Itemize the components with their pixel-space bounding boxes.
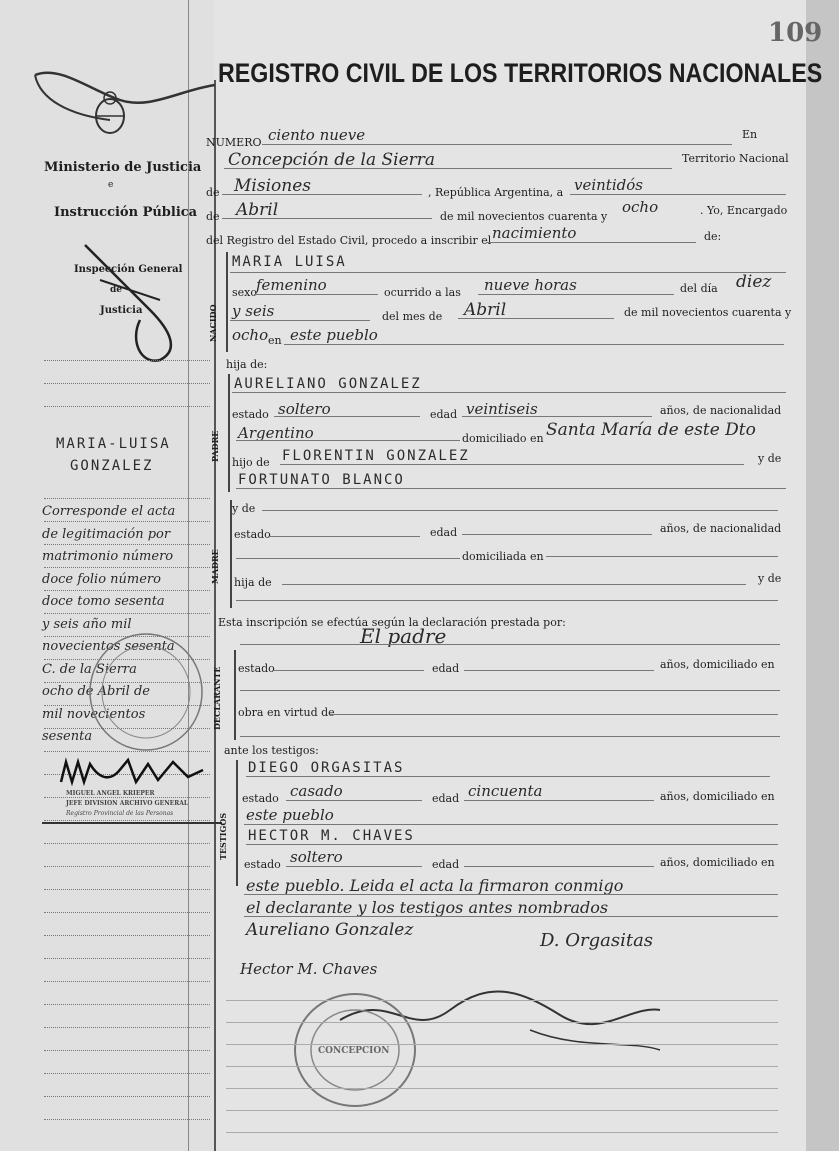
margin-rule [44, 889, 210, 890]
witness2-estado-rule [286, 866, 422, 867]
inspection-label: Inspección General [74, 264, 183, 275]
margin-note-line: y seis año mil [42, 616, 132, 632]
witness1-edad-rule [464, 800, 654, 801]
place-value: Concepción de la Sierra [228, 150, 436, 170]
declarante-brace [234, 650, 236, 740]
margin-note-line: doce folio número [42, 571, 161, 587]
closing-rule-2 [244, 916, 778, 917]
padre-edad-value: veintiseis [466, 400, 538, 418]
margin-note-line: mil novecientos [42, 706, 146, 722]
sexo-rule [254, 294, 378, 295]
margin-rule [44, 1096, 210, 1097]
madre-yde-label: y de [232, 502, 256, 515]
padre-nac-label: años, de nacionalidad [660, 404, 782, 417]
margin-note-line: sesenta [42, 729, 93, 744]
declarante-estado-label: estado [238, 662, 275, 675]
declarante-edad-label: edad [432, 662, 460, 675]
margin-rule [44, 1050, 210, 1051]
padre-yde-label: y de [758, 452, 782, 465]
declarante-intro: Esta inscripción se efectúa según la declaración prestada por: [218, 616, 566, 629]
margin-rule [44, 498, 210, 499]
witness1-dom: este pueblo [246, 806, 334, 824]
margin-stamp-line-3: Registro Provincial de las Personas [66, 810, 174, 817]
margin-note-line: de legitimación por [42, 526, 171, 542]
padre-brace [228, 374, 230, 492]
sexo-value: femenino [256, 276, 327, 294]
folio-number: 109 [768, 18, 823, 48]
margin-divider [42, 822, 222, 824]
act-value: nacimiento [492, 224, 577, 242]
closing-line-2: el declarante y los testigos antes nombrados [246, 898, 609, 917]
padre-mother-rule [236, 488, 786, 489]
blank-rule [226, 1000, 778, 1001]
blank-rule [226, 1022, 778, 1023]
nacido-en-label: en [268, 334, 282, 347]
hija-label: hija de: [226, 358, 268, 371]
margin-rule [44, 843, 210, 844]
witness1-estado: casado [290, 782, 343, 800]
margin-rule [44, 383, 210, 384]
closing-line-1: este pueblo. Leida el acta la firmaron conmigo [246, 876, 624, 895]
witness1-name-rule [246, 776, 770, 777]
numero-value: ciento nueve [268, 126, 366, 144]
madre-dom-label: domiciliada en [462, 550, 544, 563]
padre-dom-value: Santa María de este Dto [546, 420, 756, 440]
blank-rule [226, 1132, 778, 1133]
inspection-de: de [110, 285, 123, 295]
margin-stamp-line-1: MIGUEL ANGEL KRIEPER [66, 790, 155, 797]
madre-yde2-label: y de [758, 572, 782, 585]
padre-section-label: PADRE [210, 430, 220, 462]
sexo-label: sexo [232, 286, 257, 299]
witness2-name: HECTOR M. CHAVES [248, 828, 415, 844]
witness2-dom-label: años, domiciliado en [660, 856, 775, 869]
blank-rule [226, 1110, 778, 1111]
day-value: veintidós [574, 176, 643, 194]
witness2-estado: soltero [290, 848, 343, 866]
nacido-section-label: NACIDO [208, 304, 218, 342]
margin-rule [44, 866, 210, 867]
signature-witness2: Hector M. Chaves [240, 960, 378, 978]
territorio-label: Territorio Nacional [682, 152, 789, 165]
padre-mother-name: FORTUNATO BLANCO [238, 472, 405, 488]
nacido-name-rule [230, 272, 786, 273]
margin-rule [44, 360, 210, 361]
ministry-conj: e [108, 180, 114, 190]
de3-label: de: [704, 230, 722, 243]
witness2-estado-label: estado [244, 858, 281, 871]
witness1-edad: cincuenta [468, 782, 543, 800]
blank-rule [226, 1066, 778, 1067]
testigos-intro: ante los testigos: [224, 744, 319, 757]
madre-hija-rule [282, 584, 746, 585]
dia-value: diez [736, 272, 772, 292]
ministry-label-2: Instrucción Pública [54, 205, 198, 220]
margin-rule [44, 820, 210, 821]
witness1-estado-rule [286, 800, 422, 801]
margin-note-line: C. de la Sierra [42, 661, 137, 677]
margin-rule [44, 521, 210, 522]
territory-value: Misiones [234, 176, 311, 196]
dia2-value: y seis [232, 302, 275, 320]
anio-value: ocho [232, 326, 269, 344]
yo-label: . Yo, Encargado [700, 204, 788, 217]
lugar-value: este pueblo [290, 326, 378, 344]
blank-rule [226, 1044, 778, 1045]
witness1-name: DIEGO ORGASITAS [248, 760, 405, 776]
ministry-label: Ministerio de Justicia [44, 160, 202, 175]
margin-rule [44, 1073, 210, 1074]
madre-estado-rule [268, 536, 420, 537]
declarante-obra-label: obra en virtud de [238, 706, 335, 719]
declarante-extra-rule [240, 736, 780, 737]
margin-rule [44, 567, 210, 568]
declarante-rule [240, 644, 780, 645]
nacido-mil-label: de mil novecientos cuarenta y [624, 306, 792, 319]
margin-rule [44, 406, 210, 407]
declarante-edad-rule [464, 670, 654, 671]
padre-dom-label: domiciliado en [462, 432, 544, 445]
mes-value: Abril [464, 300, 507, 320]
witness1-dom-label: años, domiciliado en [660, 790, 775, 803]
padre-father-name: FLORENTIN GONZALEZ [282, 448, 470, 464]
witness1-dom-rule [244, 824, 778, 825]
padre-nac-rule [236, 440, 460, 441]
margin-rule [44, 981, 210, 982]
madre-name-rule [262, 510, 778, 511]
witness2-edad-rule [464, 866, 654, 867]
mes-rule [458, 318, 614, 319]
registro-label: del Registro del Estado Civil, procedo a inscribir el [206, 234, 492, 247]
hour-rule [478, 294, 674, 295]
margin-rule [44, 1004, 210, 1005]
page-edge [806, 0, 839, 1151]
margin-rule [44, 912, 210, 913]
witness1-edad-label: edad [432, 792, 460, 805]
margin-rule [44, 1027, 210, 1028]
year-value: ocho [622, 198, 659, 216]
witness2-name-rule [246, 844, 778, 845]
madre-brace [230, 500, 232, 608]
margin-rule [44, 797, 210, 798]
hour-value: nueve horas [484, 276, 577, 294]
madre-mother-rule [236, 600, 778, 601]
padre-estado-rule [274, 416, 420, 417]
declarante-estado-rule [272, 670, 424, 671]
madre-edad-label: edad [430, 526, 458, 539]
act-rule [486, 242, 696, 243]
territory-rule [222, 194, 422, 195]
margin-rule [44, 613, 210, 614]
margin-note-line: novecientos sesenta [42, 639, 175, 654]
declarante-section-label: DECLARANTE [212, 666, 222, 730]
ocurrido-label: ocurrido a las [384, 286, 461, 299]
madre-nac-label: años, de nacionalidad [660, 522, 782, 535]
signature-scrawl-icon [30, 60, 220, 140]
nacido-name: MARIA LUISA [232, 254, 347, 270]
padre-name: AURELIANO GONZALEZ [234, 376, 422, 392]
padre-estado-label: estado [232, 408, 269, 421]
seal-text: CONCEPCION [318, 1046, 390, 1056]
en-label: En [742, 128, 758, 141]
margin-note-line: ocho de Abril de [42, 684, 150, 699]
margin-rule [44, 1119, 210, 1120]
declarante-value: El padre [360, 624, 447, 648]
mil-label: de mil novecientos cuarenta y [440, 210, 608, 223]
margin-rule [44, 590, 210, 591]
margin-stamp-line-2: JEFE DIVISION ARCHIVO GENERAL [66, 800, 189, 807]
nacido-brace [226, 252, 228, 352]
margin-rule [44, 935, 210, 936]
madre-dom-rule [546, 556, 778, 557]
place-rule [224, 168, 672, 169]
margin-rule [44, 958, 210, 959]
dia-label: del día [680, 282, 718, 295]
declarante-dom-rule [240, 690, 780, 691]
de2-label: de [206, 210, 220, 223]
declarante-obra-rule [330, 714, 778, 715]
padre-father-rule [280, 464, 744, 465]
document-title: REGISTRO CIVIL DE LOS TERRITORIOS NACIONALES [218, 58, 823, 88]
padre-estado-value: soltero [278, 400, 331, 418]
margin-signature-icon [58, 752, 208, 792]
inspection-justicia: Justicia [100, 305, 143, 316]
mes-label: del mes de [382, 310, 443, 323]
margin-note-line: Corresponde el acta [42, 504, 176, 519]
lugar-rule [284, 344, 784, 345]
margin-rule [44, 544, 210, 545]
margin-note-line: doce tomo sesenta [42, 594, 165, 609]
day-rule [570, 194, 786, 195]
testigos-brace [236, 760, 238, 886]
madre-estado-label: estado [234, 528, 271, 541]
padre-hijo-label: hijo de [232, 456, 270, 469]
signature-witness1: D. Orgasitas [540, 930, 654, 951]
madre-edad-rule [462, 534, 652, 535]
republica-label: , República Argentina, a [428, 186, 564, 199]
month-rule [222, 218, 432, 219]
month-value: Abril [236, 200, 279, 220]
padre-nac-value: Argentino [238, 424, 314, 442]
padre-name-rule [232, 392, 786, 393]
numero-rule [262, 144, 732, 145]
blank-rule [226, 1088, 778, 1089]
inspection-signature-icon [80, 240, 190, 370]
padre-edad-label: edad [430, 408, 458, 421]
margin-seal-stamp-icon [86, 630, 206, 755]
witness1-estado-label: estado [242, 792, 279, 805]
dia2-rule [230, 320, 370, 321]
testigos-section-label: TESTIGOS [218, 812, 228, 860]
margin-name-2: GONZALEZ [70, 458, 154, 474]
madre-hija-label: hija de [234, 576, 272, 589]
witness2-edad-label: edad [432, 858, 460, 871]
de-label: de [206, 186, 220, 199]
madre-nac-rule [236, 558, 460, 559]
numero-label: NUMERO [206, 136, 262, 149]
madre-section-label: MADRE [210, 549, 220, 584]
margin-note-line: matrimonio número [42, 549, 174, 564]
declarante-dom-label: años, domiciliado en [660, 658, 775, 671]
padre-edad-rule [462, 416, 652, 417]
closing-rule-1 [244, 894, 778, 895]
margin-name-1: MARIA-LUISA [56, 436, 171, 452]
signature-declarant: Aureliano Gonzalez [246, 920, 414, 940]
